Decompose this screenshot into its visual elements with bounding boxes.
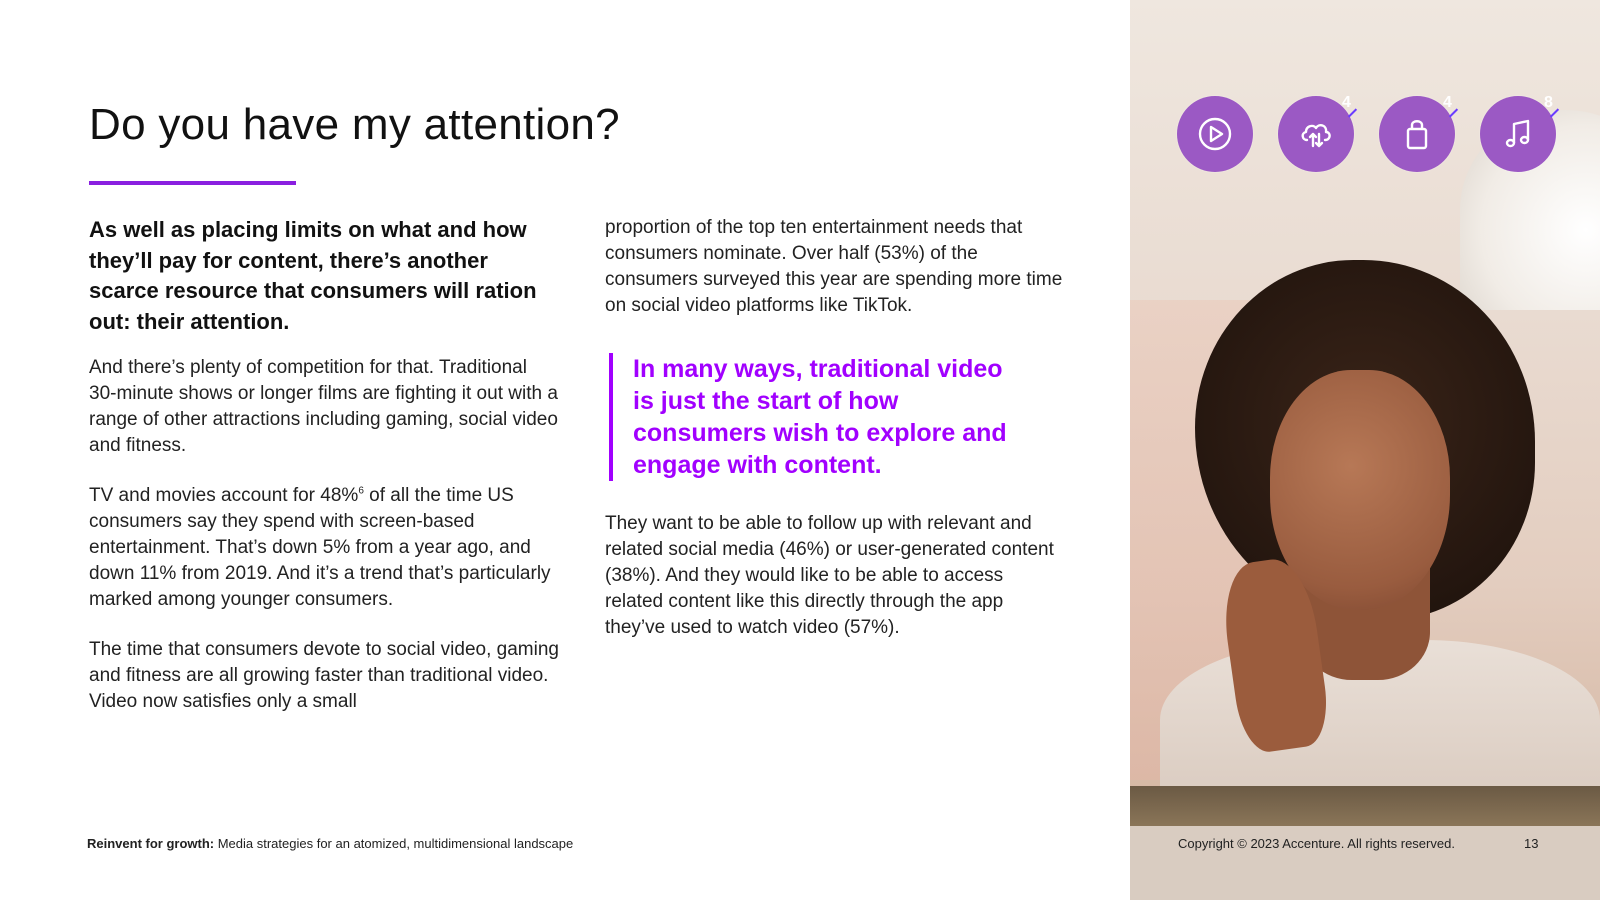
body-paragraph-competition: And there’s plenty of competition for that. Traditional 30-minute shows or longer films are fighting it out with a range of other attractions including gaming, social video and fitness. xyxy=(89,357,558,456)
body-paragraph-growth: The time that consumers devote to social video, gaming and fitness are all growing faster than traditional video. Video now satisfies only a small xyxy=(89,639,559,712)
badge-count: 4 xyxy=(1342,94,1351,111)
body-paragraph-follow-up: They want to be able to follow up with relevant and related social media (46%) or user-generated content (38%). And they would like to be able to access related content like this directly through the app they’ve used to watch video (57%). xyxy=(605,513,1054,638)
title-underline xyxy=(89,181,296,185)
page-number: 13 xyxy=(1524,836,1539,851)
copyright: Copyright © 2023 Accenture. All rights reserved. xyxy=(1178,836,1455,851)
left-column xyxy=(89,215,559,739)
play-icon xyxy=(1177,96,1253,172)
tv-share-text-continued: of all the time US consumers say they spend with screen-based entertainment. That’s down 5% from a year ago, and down 11% from 2019. And it’s a trend that’s particularly marked among younger consumers. xyxy=(89,485,551,610)
pull-quote-text: In many ways, traditional video is just the start of how consumers wish to explore and engage with content. xyxy=(633,355,1007,479)
lead-paragraph: As well as placing limits on what and how they’ll pay for content, there’s another scarce resource that consumers will ration out: their attention. xyxy=(89,217,537,334)
badge-count: 8 xyxy=(1544,94,1553,111)
body-paragraph-proportion: proportion of the top ten entertainment needs that consumers nominate. Over half (53%) of the consumers surveyed this year are spending more time on social video platforms like TikTok. xyxy=(605,217,1063,316)
badge-count: 4 xyxy=(1443,94,1452,111)
footer-series-bold: Reinvent for growth: xyxy=(87,836,215,851)
icon-row xyxy=(1177,96,1577,176)
footnote-marker: 6 xyxy=(358,485,364,497)
page-title: Do you have my attention? xyxy=(89,100,620,149)
tv-share-text: TV and movies account for 48% xyxy=(89,485,359,506)
pull-quote xyxy=(609,353,1013,481)
body-paragraph-tv-share xyxy=(89,483,559,613)
photo-face xyxy=(1270,370,1450,610)
photo-ledge xyxy=(1130,786,1600,826)
right-column xyxy=(605,215,1065,665)
footer-series-title xyxy=(87,836,573,851)
footer-series-rest: Media strategies for an atomized, multidimensional landscape xyxy=(214,836,574,851)
